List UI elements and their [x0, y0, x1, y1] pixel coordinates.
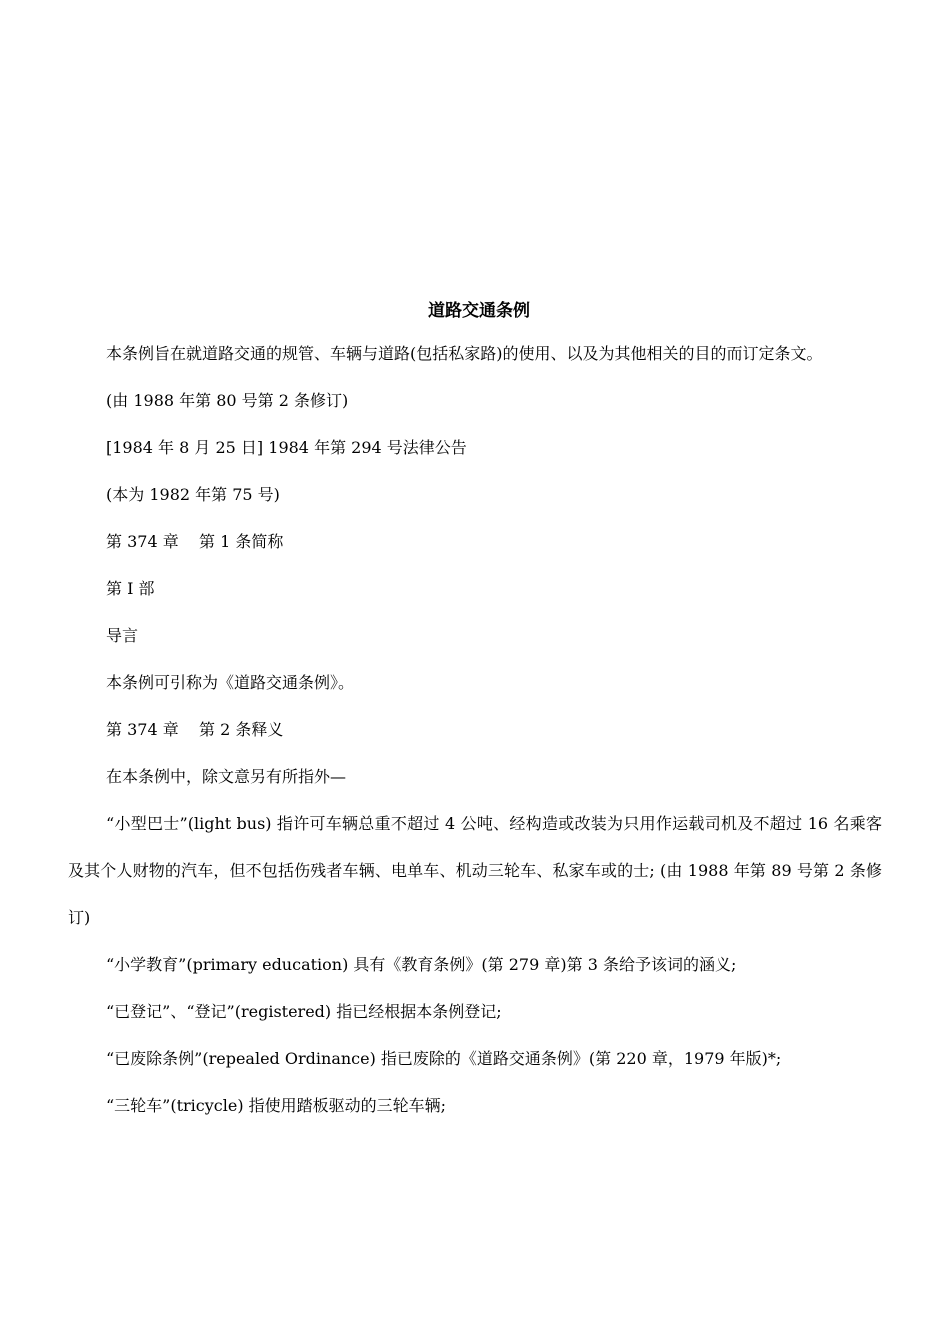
definition-registered: “已登记”、“登记”(registered) 指已经根据本条例登记; [106, 1002, 502, 1021]
section-2-heading: 第 374 章 第 2 条释义 [106, 720, 284, 739]
section-1-heading: 第 374 章 第 1 条简称 [106, 532, 284, 551]
origin-note: (本为 1982 年第 75 号) [106, 485, 280, 504]
interpretation-intro: 在本条例中，除文意另有所指外— [106, 767, 347, 786]
preamble-paragraph: 本条例旨在就道路交通的规管、车辆与道路(包括私家路)的使用、以及为其他相关的目的而订定条文。 [106, 344, 823, 363]
legal-notice: [1984 年 8 月 25 日] 1984 年第 294 号法律公告 [106, 438, 467, 457]
part-title: 导言 [106, 626, 139, 645]
part-heading: 第 I 部 [106, 579, 155, 598]
document-page [68, 296, 882, 1129]
definition-light-bus: “小型巴士”(light bus) 指许可车辆总重不超过 4 公吨、经构造或改装为只用作运载司机及不超过 16 名乘客及其个人财物的汽车，但不包括伤残者车辆、电单车、机动三轮车、私家车或的士; (由 1988 年第 89 号第 2 条修订) [68, 814, 882, 927]
definition-primary-education: “小学教育”(primary education) 具有《教育条例》(第 279 章)第 3 条给予该词的涵义; [106, 955, 737, 974]
definition-repealed-ordinance: “已废除条例”(repealed Ordinance) 指已废除的《道路交通条例》(第 220 章，1979 年版)*; [106, 1049, 782, 1068]
short-title-paragraph: 本条例可引称为《道路交通条例》。 [106, 673, 355, 692]
definition-tricycle: “三轮车”(tricycle) 指使用踏板驱动的三轮车辆; [106, 1096, 447, 1115]
amendment-note: (由 1988 年第 80 号第 2 条修订) [106, 391, 349, 410]
document-title: 道路交通条例 [428, 301, 530, 321]
